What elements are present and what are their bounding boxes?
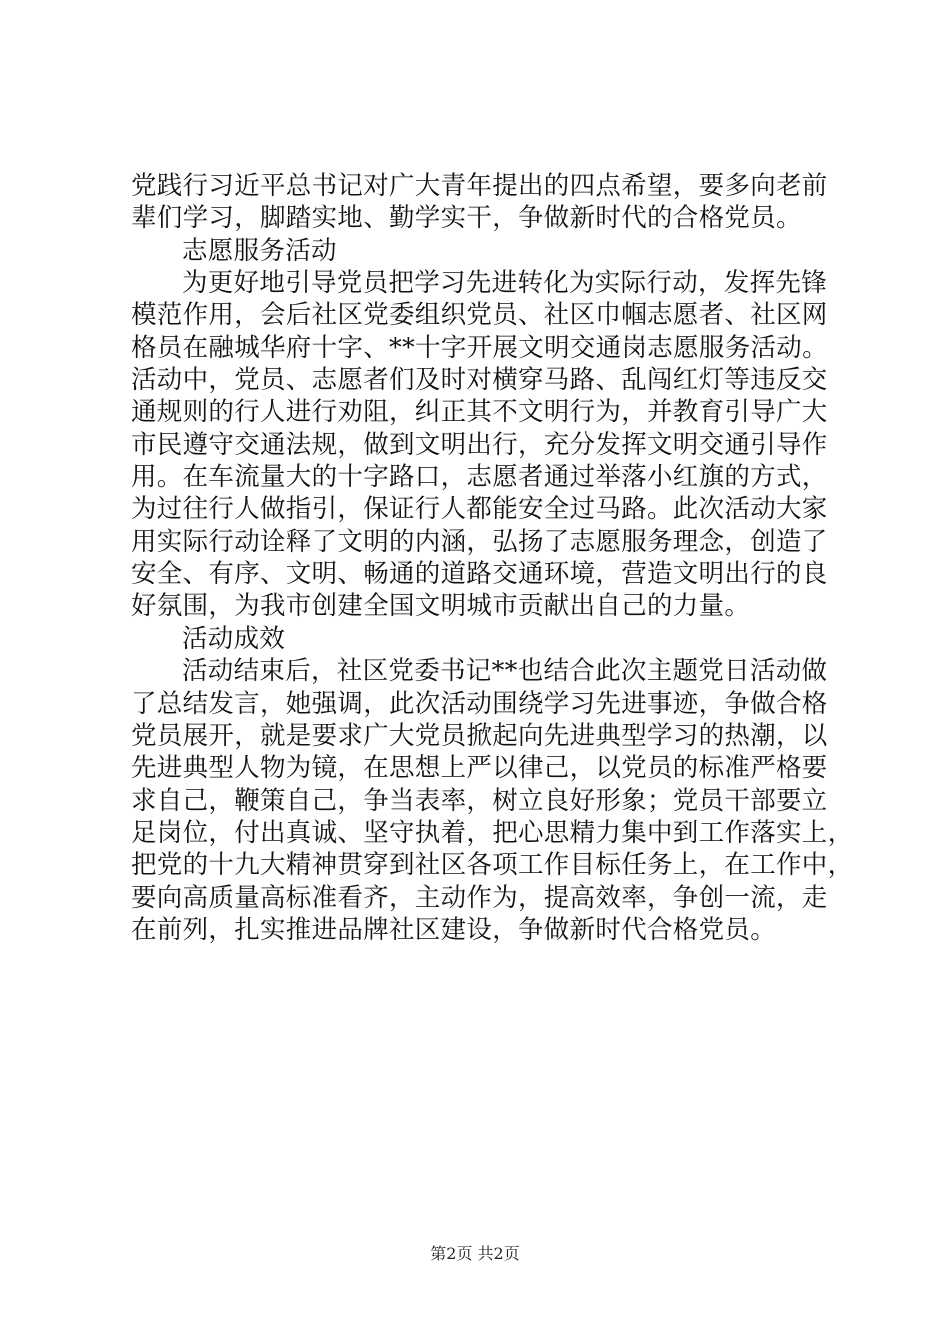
text-line: 市民遵守交通法规，做到文明出行，充分发挥文明交通引导作 (131, 429, 828, 460)
text-line: 在前列，扎实推进品牌社区建设，争做新时代合格党员。 (131, 914, 777, 945)
text-line: 用。在车流量大的十字路口，志愿者通过举落小红旗的方式， (131, 462, 828, 493)
text-line: 通规则的行人进行劝阻，纠正其不文明行为，并教育引导广大 (131, 397, 828, 428)
text-line: 模范作用，会后社区党委组织党员、社区巾帼志愿者、社区网 (131, 300, 828, 331)
paragraph-continuation (131, 170, 831, 235)
paragraph-volunteer-service (131, 267, 831, 623)
text-line: 为过往行人做指引，保证行人都能安全过马路。此次活动大家 (131, 494, 828, 525)
text-line: 了总结发言，她强调，此次活动围绕学习先进事迹，争做合格 (131, 688, 828, 719)
text-line: 格员在融城华府十字、**十字开展文明交通岗志愿服务活动。 (131, 332, 828, 363)
text-line: 活动中，党员、志愿者们及时对横穿马路、乱闯红灯等违反交 (131, 365, 828, 396)
text-line: 为更好地引导党员把学习先进转化为实际行动，发挥先锋 (182, 268, 828, 299)
text-line: 先进典型人物为镜，在思想上严以律己，以党员的标准严格要 (131, 753, 828, 784)
section-heading-activity-results: 活动成效 (182, 623, 286, 654)
text-line: 辈们学习，脚踏实地、勤学实干，争做新时代的合格党员。 (131, 203, 802, 234)
text-line: 党践行习近平总书记对广大青年提出的四点希望，要多向老前 (131, 171, 828, 201)
text-line: 党员展开，就是要求广大党员掀起向先进典型学习的热潮，以 (131, 720, 828, 751)
document-body (131, 170, 854, 946)
text-line: 把党的十九大精神贯穿到社区各项工作目标任务上，在工作中， (131, 850, 854, 881)
text-line: 求自己，鞭策自己，争当表率，树立良好形象；党员干部要立 (131, 785, 828, 816)
text-line: 安全、有序、文明、畅通的道路交通环境，营造文明出行的良 (131, 559, 828, 590)
paragraph-activity-results (131, 655, 854, 946)
section-heading-volunteer-service: 志愿服务活动 (182, 235, 337, 266)
text-line: 用实际行动诠释了文明的内涵，弘扬了志愿服务理念，创造了 (131, 526, 828, 557)
text-line: 要向高质量高标准看齐，主动作为，提高效率，争创一流，走 (131, 882, 828, 913)
text-line: 好氛围，为我市创建全国文明城市贡献出自己的力量。 (131, 591, 751, 622)
text-line: 足岗位，付出真诚、坚守执着，把心思精力集中到工作落实上， (131, 817, 854, 848)
page-number-footer: 第2页 共2页 (430, 1244, 520, 1263)
text-line: 活动结束后，社区党委书记**也结合此次主题党日活动做 (182, 656, 828, 687)
